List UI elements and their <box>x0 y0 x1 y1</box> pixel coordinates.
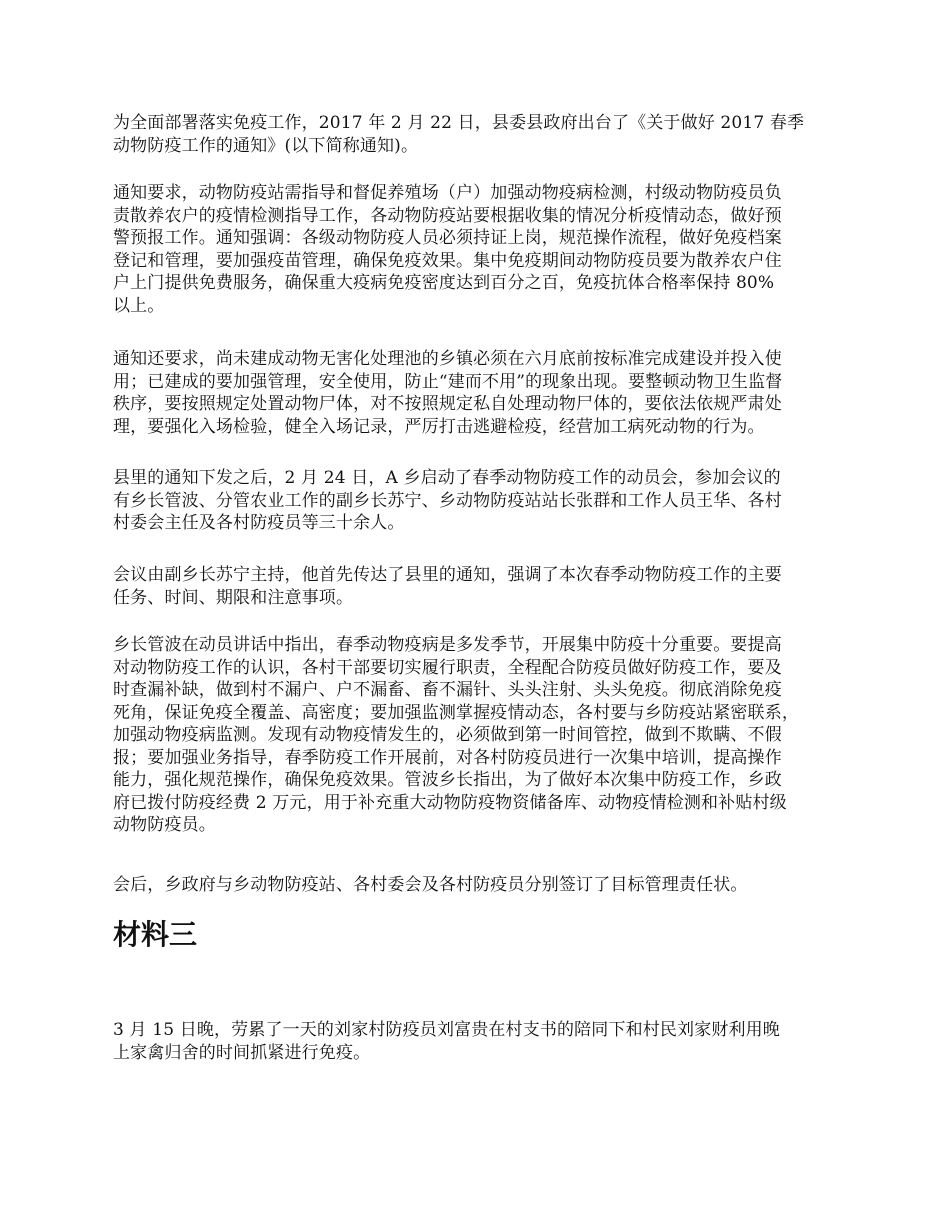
paragraph-intro <box>113 112 853 157</box>
text-line: 3 月 15 日晚，劳累了一天的刘家村防疫员刘富贵在村支书的陪同下和村民刘家财利用晚 <box>113 1020 780 1040</box>
text-line: 动物防疫员。 <box>113 815 216 835</box>
text-line: 为全面部署落实免疫工作，2017 年 2 月 22 日，县委县政府出台了《关于做好 2017 春季 <box>113 113 805 133</box>
text-line: 报；要加强业务指导，春季防疫工作开展前，对各村防疫员进行一次集中培训，提高操作 <box>113 747 782 768</box>
text-line: 死角，保证免疫全覆盖、高密度；要加强监测掌握疫情动态，各村要与乡防疫站紧密联系， <box>113 702 799 723</box>
text-line: 理，要强化入场检验，健全入场记录，严厉打击逃避检疫，经营加工病死动物的行为。 <box>113 416 765 437</box>
text-line: 会后，乡政府与乡动物防疫站、各村委会及各村防疫员分别签订了目标管理责任状。 <box>113 875 748 895</box>
paragraph-notice-further <box>113 348 853 438</box>
paragraph-after-meeting <box>113 874 853 897</box>
text-line: 府已拨付防疫经费 2 万元，用于补充重大动物防疫物资储备库、动物疫情检测和补贴村级 <box>113 792 787 813</box>
text-line: 责散养农户的疫情检测指导工作，各动物防疫站要根据收集的情况分析疫情动态，做好预 <box>113 205 782 226</box>
paragraph-meeting <box>113 467 853 535</box>
section-heading: 材料三 <box>113 918 198 951</box>
text-line: 警预报工作。通知强调：各级动物防疫人员必须持证上岗，规范操作流程，做好免疫档案 <box>113 228 782 248</box>
text-line: 登记和管理，要加强疫苗管理，确保免疫效果。集中免疫期间动物防疫员要为散养农户住 <box>113 250 782 271</box>
text-line: 户上门提供免费服务，确保重大疫病免疫密度达到百分之百，免疫抗体合格率保持 80% <box>113 273 775 293</box>
text-line: 能力，强化规范操作，确保免疫效果。管波乡长指出，为了做好本次集中防疫工作，乡政 <box>113 770 782 790</box>
text-line: 动物防疫工作的通知》(以下简称通知)。 <box>113 135 419 156</box>
text-line: 用；已建成的要加强管理，安全使用，防止“建而不用”的现象出现。要整顿动物卫生监督 <box>113 371 783 392</box>
paragraph-meeting-host <box>113 564 853 609</box>
text-line: 县里的通知下发之后，2 月 24 日，A 乡启动了春季动物防疫工作的动员会，参加会议的 <box>113 468 781 488</box>
text-line: 有乡长管波、分管农业工作的副乡长苏宁、乡动物防疫站站长张群和工作人员王华、各村 <box>113 490 782 511</box>
text-line: 会议由副乡长苏宁主持，他首先传达了县里的通知，强调了本次春季动物防疫工作的主要 <box>113 565 782 585</box>
text-line: 村委会主任及各村防疫员等三十余人。 <box>113 513 405 533</box>
paragraph-notice-requirements <box>113 182 853 317</box>
paragraph-material-three <box>113 1019 853 1064</box>
text-line: 任务、时间、期限和注意事项。 <box>113 587 354 608</box>
text-line: 对动物防疫工作的认识，各村干部要切实履行职责，全程配合防疫员做好防疫工作，要及 <box>113 657 782 678</box>
text-line: 以上。 <box>113 295 165 316</box>
text-line: 加强动物疫病监测。发现有动物疫情发生的，必须做到第一时间管控，做到不欺瞒、不假 <box>113 725 782 745</box>
text-line: 乡长管波在动员讲话中指出，春季动物疫病是多发季节，开展集中防疫十分重要。要提高 <box>113 635 782 655</box>
text-line: 通知还要求，尚未建成动物无害化处理池的乡镇必须在六月底前按标准完成建设并投入使 <box>113 349 782 369</box>
paragraph-mayor-speech <box>113 634 853 837</box>
text-line: 上家禽归舍的时间抓紧进行免疫。 <box>113 1042 371 1063</box>
text-line: 通知要求，动物防疫站需指导和督促养殖场（户）加强动物疫病检测，村级动物防疫员负 <box>113 183 782 203</box>
text-line: 时查漏补缺，做到村不漏户、户不漏畜、畜不漏针、头头注射、头头免疫。彻底消除免疫 <box>113 680 782 700</box>
text-line: 秩序，要按照规定处置动物尸体，对不按照规定私自处理动物尸体的，要依法依规严肃处 <box>113 394 782 414</box>
